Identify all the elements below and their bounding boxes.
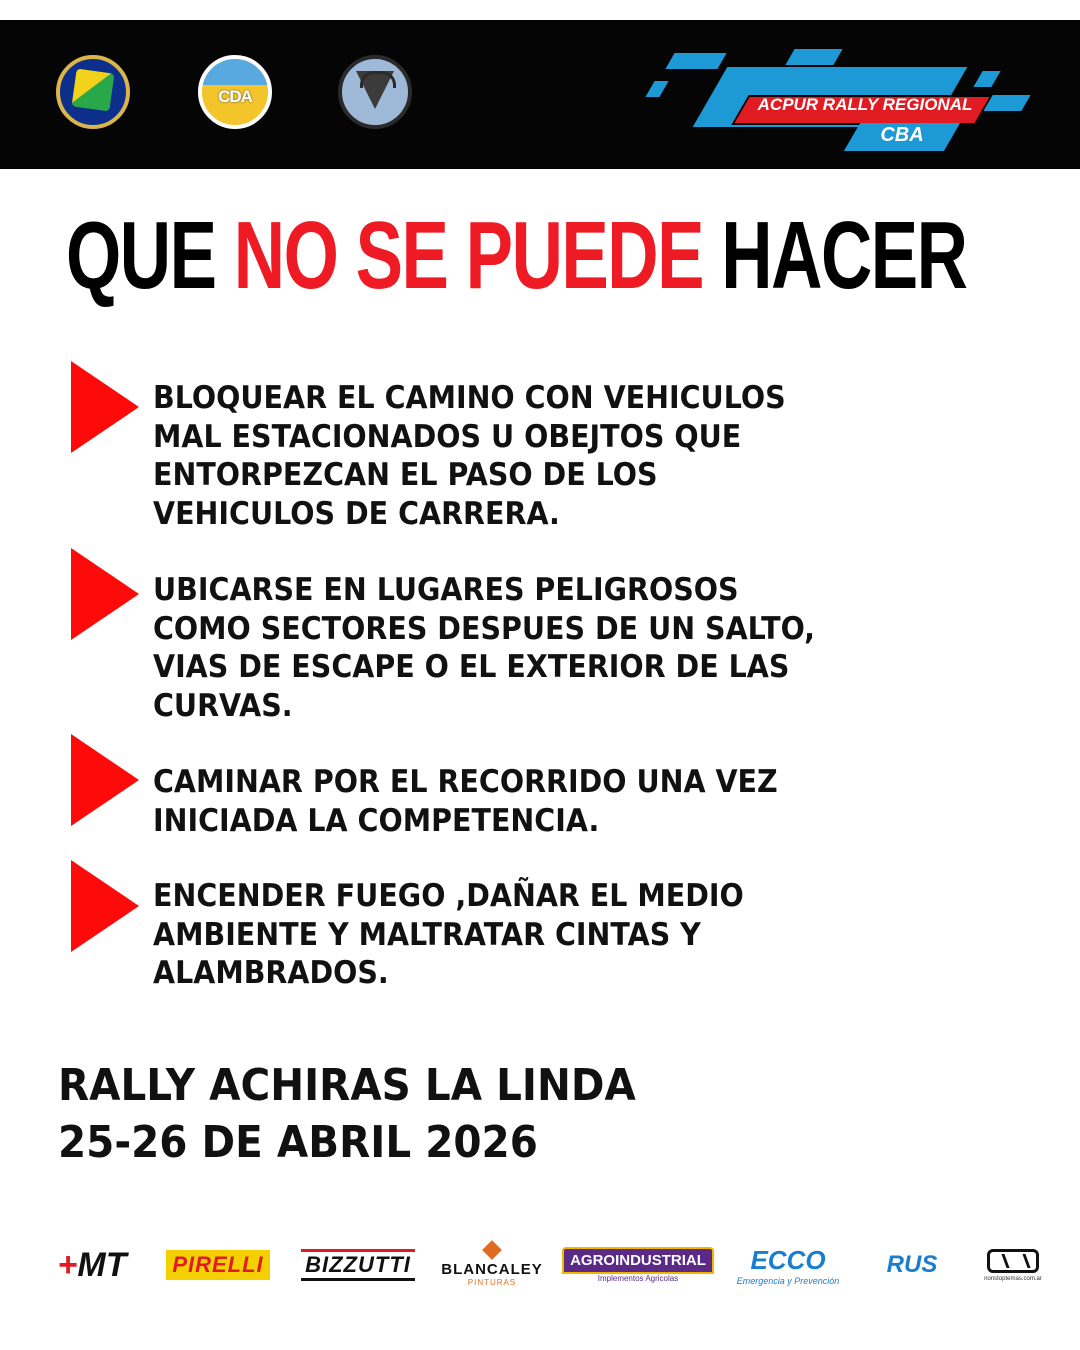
sponsor-rus-logo xyxy=(860,1240,964,1290)
sponsor-nonstop-logo xyxy=(982,1240,1044,1290)
sponsor-mt-logo xyxy=(42,1240,142,1290)
event-dates: 25-26 DE ABRIL 2026 xyxy=(58,1117,538,1168)
sponsor-ecco-text: ECCO xyxy=(750,1244,826,1275)
brand-region: CBA xyxy=(880,124,924,146)
brand-title: ACPUR RALLY REGIONAL xyxy=(757,95,973,114)
title-part-3: HACER xyxy=(721,202,967,309)
blancaley-mark-icon xyxy=(482,1240,502,1260)
play-arrow-icon xyxy=(71,734,139,826)
acpur-brand-logo xyxy=(640,45,1040,160)
rule-item-3: CAMINAR POR EL RECORRIDO UNA VEZ INICIADA LA COMPETENCIA. xyxy=(153,764,778,839)
rule-item-1: BLOQUEAR EL CAMINO CON VEHICULOS MAL ESTACIONADOS U OBEJTOS QUE ENTORPEZCAN EL PASO DE LOS VEHICULOS DE CARRERA. xyxy=(153,380,786,532)
sponsor-blancaley-sub: PINTURAS xyxy=(467,1278,517,1287)
sponsor-bizzutti-text: BIZZUTTI xyxy=(301,1249,415,1281)
play-arrow-icon xyxy=(71,548,139,640)
title-part-1: QUE xyxy=(66,202,216,309)
club-logo-1 xyxy=(56,55,130,129)
club-logo-cda-text: CDA xyxy=(218,87,252,106)
sponsor-pirelli-logo xyxy=(160,1240,276,1290)
rule-item-2: UBICARSE EN LUGARES PELIGROSOS COMO SECTORES DESPUES DE UN SALTO, VIAS DE ESCAPE O EL EXTERIOR DE LAS CURVAS. xyxy=(153,572,816,724)
event-name: RALLY ACHIRAS LA LINDA xyxy=(58,1060,636,1111)
sponsor-mt-text: MT xyxy=(77,1245,127,1284)
sponsor-mt-plus: + xyxy=(57,1245,78,1284)
title-part-2: NO SE PUEDE xyxy=(233,202,704,309)
sponsor-blancaley-logo xyxy=(440,1240,544,1290)
sponsor-nonstop-sub: nonstoptemas.com.ar xyxy=(984,1275,1042,1282)
sponsor-agro-text: AGROINDUSTRIAL xyxy=(562,1247,714,1274)
club-logo-3 xyxy=(338,55,412,129)
sponsor-agro-sub: Implementos Agricolas xyxy=(597,1274,679,1283)
rule-item-4: ENCENDER FUEGO ,DAÑAR EL MEDIO AMBIENTE Y MALTRATAR CINTAS Y ALAMBRADOS. xyxy=(153,878,744,991)
page-title xyxy=(66,186,966,326)
sponsor-ecco-logo xyxy=(731,1240,845,1290)
sponsor-bizzutti-logo xyxy=(294,1240,422,1290)
sponsor-rus-text: RUS xyxy=(886,1251,938,1278)
sponsor-ecco-sub: Emergencia y Prevención xyxy=(736,1275,840,1286)
sponsor-blancaley-text: BLANCALEY xyxy=(441,1261,543,1278)
sponsor-pirelli-text: PIRELLI xyxy=(166,1250,269,1280)
sponsor-agroindustrial-logo xyxy=(569,1240,707,1290)
play-arrow-icon xyxy=(71,860,139,952)
nonstop-mark-icon xyxy=(987,1249,1039,1273)
club-logo-cda xyxy=(198,55,272,129)
play-arrow-icon xyxy=(71,361,139,453)
